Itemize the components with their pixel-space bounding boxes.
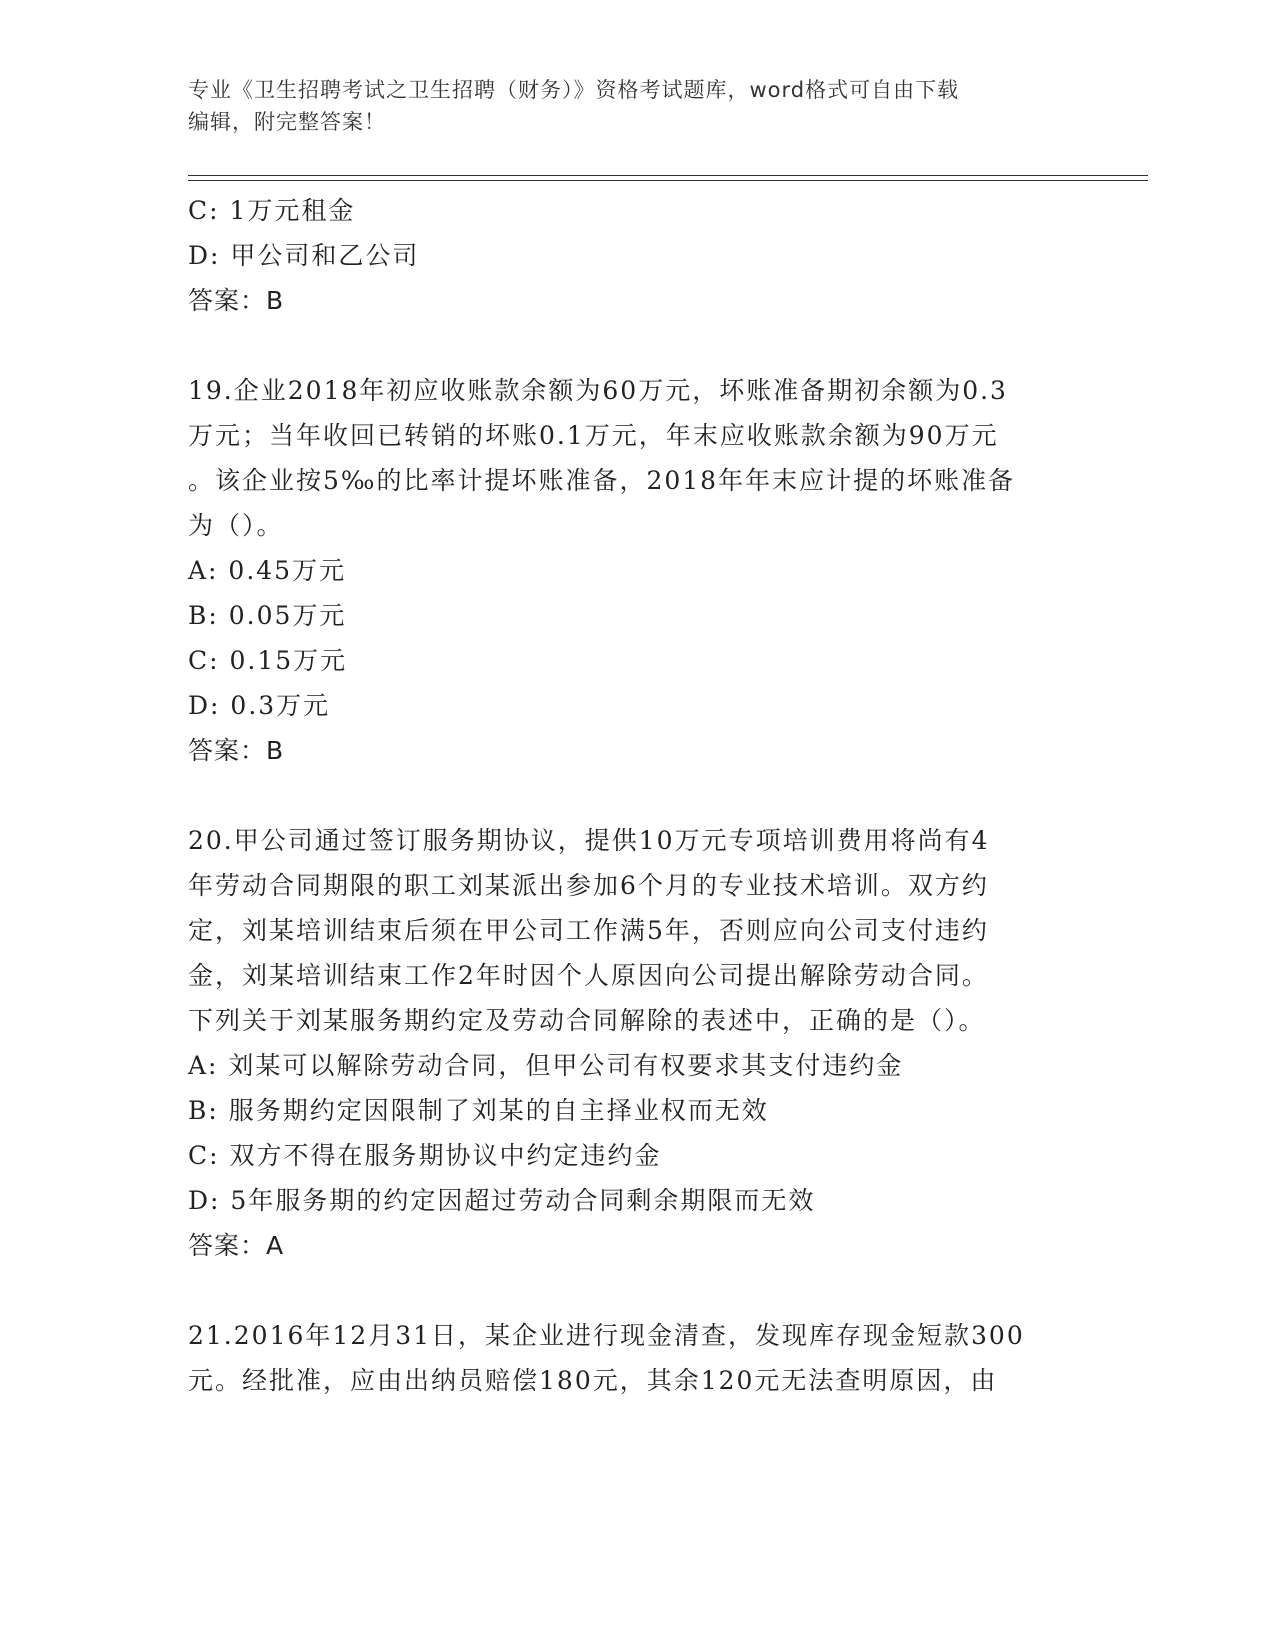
- question-20: [188, 818, 1078, 1268]
- question-stem-line: 金，刘某培训结束工作2年时因个人原因向公司提出解除劳动合同。: [188, 961, 989, 990]
- answer-line: 答案：A: [188, 1231, 285, 1260]
- option-d: D: 甲公司和乙公司: [188, 241, 420, 270]
- question-stem-line: 21.2016年12月31日，某企业进行现金清查，发现库存现金短款300: [188, 1321, 1025, 1350]
- question-stem-line: 下列关于刘某服务期约定及劳动合同解除的表述中，正确的是（）。: [188, 1006, 986, 1035]
- header-divider-top: [188, 175, 1148, 176]
- question-stem-line: 万元；当年收回已转销的坏账0.1万元，年末应收账款余额为90万元: [188, 421, 999, 450]
- question-stem-line: 19.企业2018年初应收账款余额为60万元，坏账准备期初余额为0.3: [188, 376, 1008, 405]
- document-header: [188, 74, 1068, 138]
- option-b: B: 服务期约定因限制了刘某的自主择业权而无效: [188, 1096, 769, 1125]
- question-stem-line: 。该企业按5‰的比率计提坏账准备，2018年年末应计提的坏账准备: [188, 466, 1016, 495]
- spacer: [188, 773, 1078, 818]
- option-a: A: 0.45万元: [188, 556, 347, 585]
- option-d: D: 5年服务期的约定因超过劳动合同剩余期限而无效: [188, 1186, 816, 1215]
- question-21: [188, 1313, 1078, 1403]
- question-stem-line: 定，刘某培训结束后须在甲公司工作满5年，否则应向公司支付违约: [188, 916, 989, 945]
- header-title-line-1: 专业《卫生招聘考试之卫生招聘（财务）》资格考试题库，word格式可自由下载: [188, 78, 960, 102]
- document-body: [188, 188, 1078, 1403]
- option-b: B: 0.05万元: [188, 601, 347, 630]
- option-d: D: 0.3万元: [188, 691, 331, 720]
- option-c: C: 双方不得在服务期协议中约定违约金: [188, 1141, 662, 1170]
- option-a: A: 刘某可以解除劳动合同，但甲公司有权要求其支付违约金: [188, 1051, 904, 1080]
- answer-line: 答案：B: [188, 286, 285, 315]
- question-stem-line: 20.甲公司通过签订服务期协议，提供10万元专项培训费用将尚有4: [188, 826, 990, 855]
- answer-line: 答案：B: [188, 736, 285, 765]
- question-stem-line: 年劳动合同期限的职工刘某派出参加6个月的专业技术培训。双方约: [188, 871, 989, 900]
- option-c: C: 1万元租金: [188, 196, 356, 225]
- spacer: [188, 323, 1078, 368]
- spacer: [188, 1268, 1078, 1313]
- header-divider-bottom: [188, 180, 1148, 181]
- option-c: C: 0.15万元: [188, 646, 348, 675]
- question-stem-line: 为（）。: [188, 511, 284, 540]
- question-stem-line: 元。经批准，应由出纳员赔偿180元，其余120元无法查明原因，由: [188, 1366, 998, 1395]
- header-title-line-2: 编辑，附完整答案！: [188, 110, 386, 134]
- question-19: [188, 368, 1078, 773]
